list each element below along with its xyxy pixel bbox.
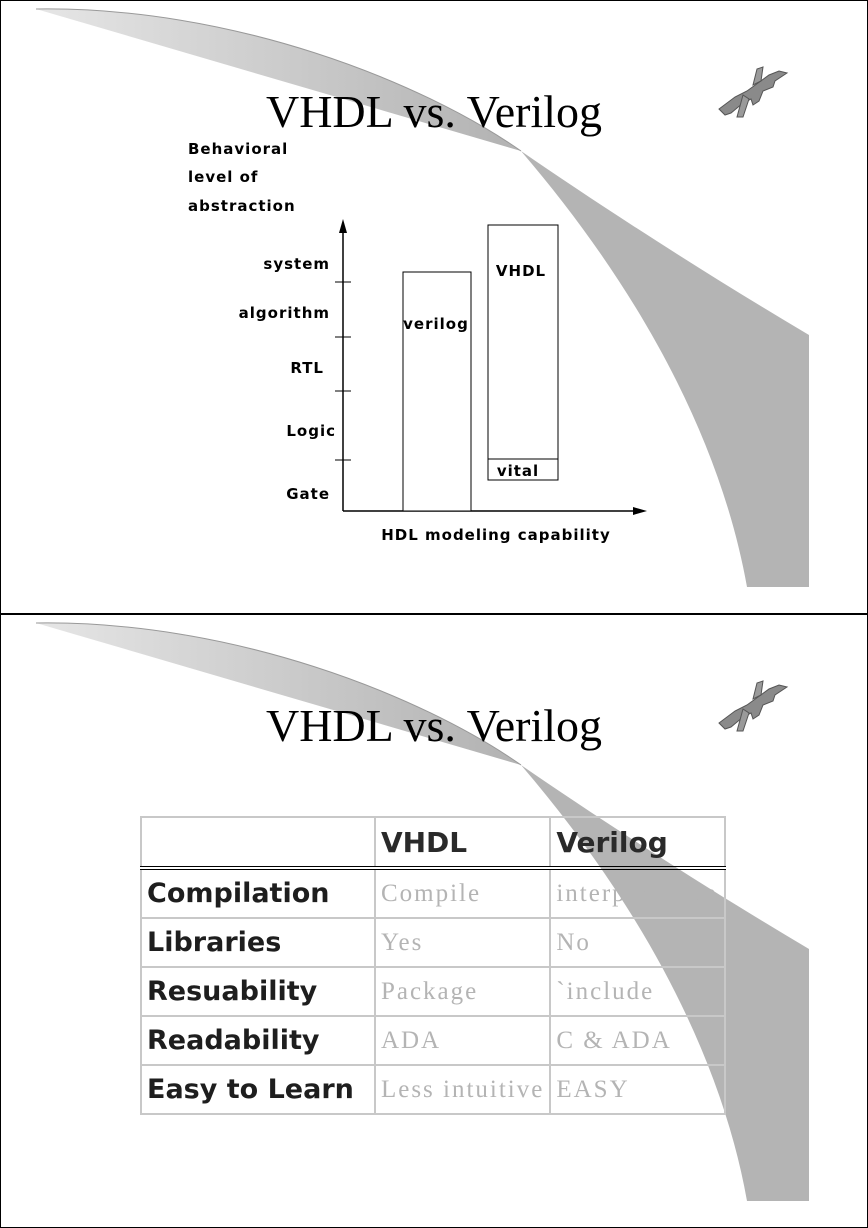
header-cell-vhdl: VHDL: [375, 817, 550, 868]
table-row: [141, 1065, 725, 1114]
cell-verilog-easy-to-learn: EASY: [550, 1065, 725, 1114]
row-label-easy-to-learn: Easy to Learn: [141, 1065, 375, 1114]
table-row: [141, 967, 725, 1016]
cell-vhdl-readability: ADA: [375, 1016, 550, 1065]
x-axis-arrowhead: [633, 507, 647, 515]
row-label-readability: Readability: [141, 1016, 375, 1065]
cell-vhdl-libraries: Yes: [375, 918, 550, 967]
y-axis-label-line-1: Behavioral: [188, 140, 289, 158]
abstraction-chart: [1, 1, 867, 613]
cell-verilog-readability: C & ADA: [550, 1016, 725, 1065]
level-label-gate: Gate: [286, 485, 330, 503]
bar-segment-label-vital: vital: [496, 462, 540, 480]
header-cell-empty: [141, 817, 375, 868]
bar-label-vhdl: VHDL: [495, 262, 547, 280]
table-row: [141, 918, 725, 967]
level-label-algorithm: algorithm: [238, 304, 330, 322]
x-axis-label: HDL modeling capability: [381, 526, 611, 544]
level-label-rtl: RTL: [290, 359, 324, 377]
slide-title: VHDL vs. Verilog: [265, 700, 603, 751]
row-label-libraries: Libraries: [141, 918, 375, 967]
cell-verilog-compilation: interpretative: [550, 868, 725, 918]
row-label-resuability: Resuability: [141, 967, 375, 1016]
cell-vhdl-easy-to-learn: Less intuitive: [375, 1065, 550, 1114]
slide-title: VHDL vs. Verilog: [265, 86, 603, 137]
y-axis-label-line-3: abstraction: [188, 197, 296, 215]
row-label-compilation: Compilation: [141, 868, 375, 918]
table-row: [141, 868, 725, 918]
level-label-logic: Logic: [286, 422, 336, 440]
level-label-system: system: [263, 255, 330, 273]
bar-verilog: [403, 272, 471, 511]
y-axis-arrowhead: [339, 219, 347, 233]
cell-verilog-libraries: No: [550, 918, 725, 967]
cell-vhdl-resuability: Package: [375, 967, 550, 1016]
table-header-row: [141, 817, 725, 868]
bar-label-verilog: verilog: [403, 315, 469, 333]
header-cell-verilog: Verilog: [550, 817, 725, 868]
comparison-table: [140, 816, 726, 1115]
y-axis-label-line-2: level of: [188, 168, 259, 186]
table-row: [141, 1016, 725, 1065]
slide-2: [0, 614, 868, 1228]
cell-verilog-resuability: `include: [550, 967, 725, 1016]
fighter-jet-icon: [713, 675, 793, 735]
cell-vhdl-compilation: Compile: [375, 868, 550, 918]
